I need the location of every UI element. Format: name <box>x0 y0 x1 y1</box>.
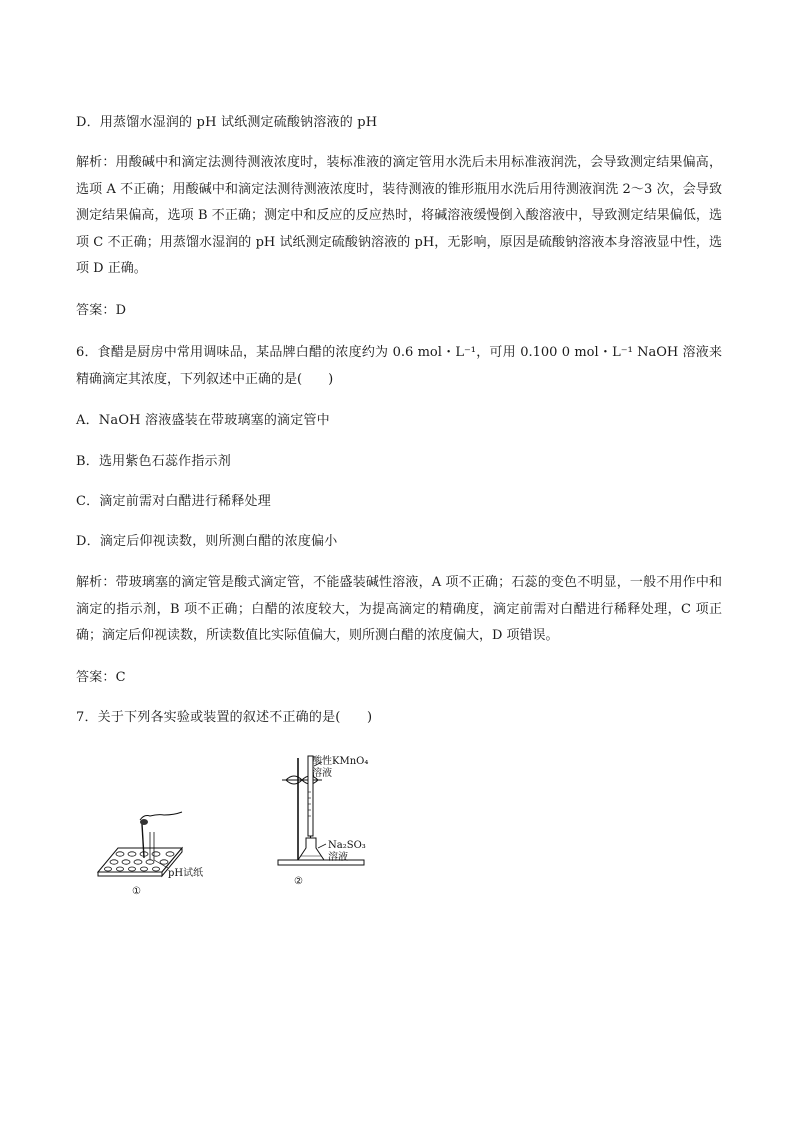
figure-2-label-na2so3: Na₂SO₃ <box>328 840 366 851</box>
figure-2-titration <box>268 752 398 897</box>
q5-analysis: 解析：用酸碱中和滴定法测待测液浓度时，装标准液的滴定管用水洗后未用标准液润洗，会导致测定结果偏高，选项 A 不正确；用酸碱中和滴定法测待测液浓度时，装待测液的锥形瓶用水洗后用待测液润洗 2～3 次，会导致测定结果偏高，选项 B 不正确；测定中和反应的反应热时，将碱溶液缓慢倒入酸溶液中，导致测定结果偏低，选项 C 不正确；用蒸馏水湿润的 pH 试纸测定硫酸钠溶液的 pH，无影响，原因是硫酸钠溶液本身溶液显中性，选项 D 正确。 <box>76 155 722 276</box>
figure-1-ph-paper <box>90 810 210 900</box>
conical-flask <box>298 838 324 860</box>
q6-answer: 答案：C <box>76 670 126 685</box>
q6-option-a: A．NaOH 溶液盛装在带玻璃塞的滴定管中 <box>76 413 330 428</box>
figure-1-label: pH试纸 <box>168 868 204 879</box>
q6-stem: 6．食醋是厨房中常用调味品，某品牌白醋的浓度约为 0.6 mol・L⁻¹，可用 0.100 0 mol・L⁻¹ NaOH 溶液来精确滴定其浓度，下列叙述中正确的是( ) <box>76 345 722 387</box>
hand-outline <box>140 812 182 820</box>
q6-option-c: C．滴定前需对白醋进行稀释处理 <box>76 494 271 509</box>
figure-2-label-kmno4: 酸性KMnO₄ <box>312 756 369 767</box>
figure-2-number: ② <box>294 876 303 887</box>
figure-1-number: ① <box>132 886 141 897</box>
stand-base <box>278 860 364 865</box>
q7-stem: 7．关于下列各实验或装置的叙述不正确的是( ) <box>76 710 373 725</box>
q6-option-d: D．滴定后仰视读数，则所测白醋的浓度偏小 <box>76 534 338 549</box>
q6-option-b: B．选用紫色石蕊作指示剂 <box>76 454 231 469</box>
q6-analysis: 解析：带玻璃塞的滴定管是酸式滴定管，不能盛装碱性溶液，A 项不正确；石蕊的变色不明显，一般不用作中和滴定的指示剂，B 项不正确；白醋的浓度较大，为提高滴定的精确度，滴定前需对白醋进行稀释处理，C 项正确；滴定后仰视读数，所读数值比实际值偏大，则所测白醋的浓度偏大，D 项错误。 <box>76 575 722 643</box>
figure-2-label-na2so3-solution: 溶液 <box>328 852 348 863</box>
q5-answer: 答案：D <box>76 303 127 318</box>
q5-option-d: D．用蒸馏水湿润的 pH 试纸测定硫酸钠溶液的 pH <box>76 115 378 130</box>
figure-2-label-kmno4-solution: 溶液 <box>312 768 332 779</box>
